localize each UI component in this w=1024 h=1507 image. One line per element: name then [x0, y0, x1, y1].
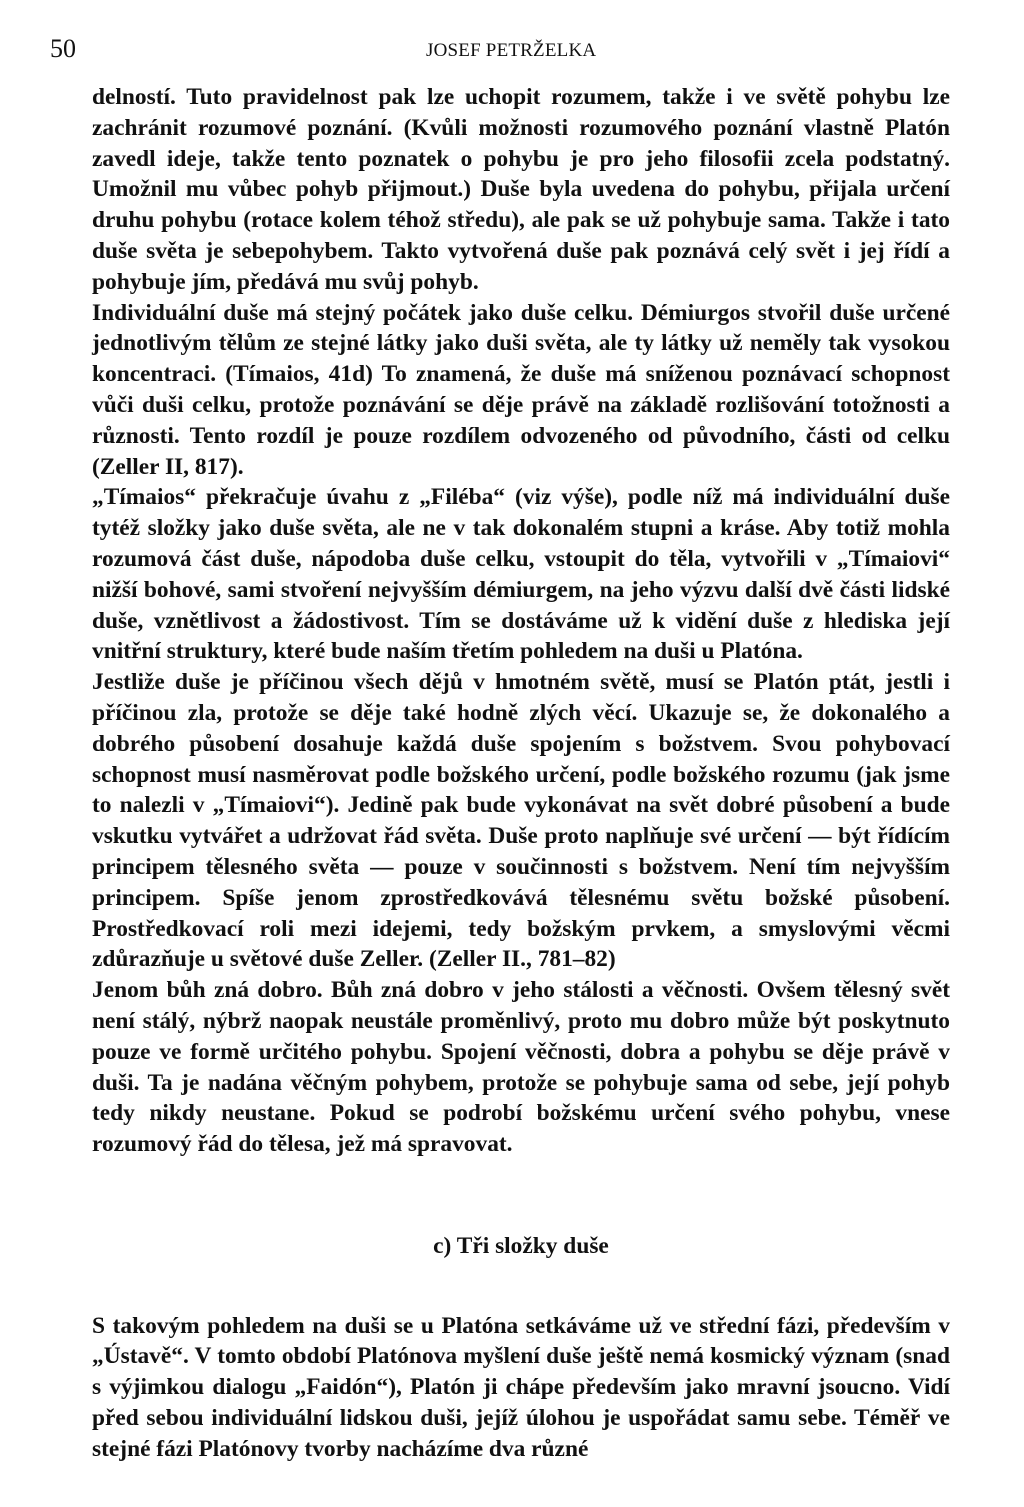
paragraph: delností. Tuto pravidelnost pak lze uchopit rozumem, takže i ve světě pohybu lze zachránit rozumové poznání. (Kvůli možnosti rozumového poznání vlastně Platón zavedl ideje, takže tento poznatek o pohybu je pro jeho filosofii zcela podstatný. Umožnil mu vůbec pohyb přijmout.) Duše byla uvedena do pohybu, přijala určení druhu pohybu (rotace kolem téhož středu), ale pak se už pohybuje sama. Takže i tato duše světa je sebepohybem. Takto vytvořená duše pak poznává celý svět i jej řídí a pohybuje jím, předává mu svůj pohyb.: [92, 84, 950, 295]
paragraph: Jestliže duše je příčinou všech dějů v hmotném světě, musí se Platón ptát, jestli i příčinou zla, protože se děje také hodně zlých věcí. Ukazuje se, že dokonalého a dobrého působení dosahuje každá duše spojením s božstvem. Svou pohybovací schopnost musí nasměrovat podle božského určení, podle božského rozumu (jak jsme to nalezli v „Tímaiovi“). Jedině pak bude vykonávat na svět dobré působení a bude vskutku vytvářet a udržovat řád světa. Duše proto naplňuje své určení — být řídícím principem tělesného světa — pouze v součinnosti s božstvem. Není tím nejvyšším principem. Spíše jenom zprostředkovává tělesnému světu božské působení. Prostředkovací roli mezi idejemi, tedy božským prvkem, a smyslovými věcmi zdůrazňuje u světové duše Zeller. (Zeller II., 781–82): [92, 669, 950, 973]
body-text: [92, 82, 950, 1465]
paragraph: „Tímaios“ překračuje úvahu z „Filéba“ (viz výše), podle níž má individuální duše tytéž složky jako duše světa, ale ne v tak dokonalém stupni a kráse. Aby totiž mohla rozumová část duše, nápodoba duše celku, vstoupit do těla, vytvořili v „Tímaiovi“ nižší bohové, sami stvoření nejvyšším démiurgem, na jeho výzvu další dvě části lidské duše, vznětlivost a žádostivost. Tím se dostáváme už k vidění duše z hlediska její vnitřní struktury, které bude naším třetím pohledem na duši u Platóna.: [92, 484, 950, 665]
running-head: JOSEF PETRŽELKA: [426, 40, 597, 61]
paragraph: Jenom bůh zná dobro. Bůh zná dobro v jeho stálosti a věčnosti. Ovšem tělesný svět není stálý, nýbrž naopak neustále proměnlivý, proto mu dobro může být poskytnuto pouze ve formě určitého pohybu. Spojení věčnosti, dobra a pohybu se děje právě v duši. Ta je nadána věčným pohybem, protože se pohybuje sama od sebe, její pohyb tedy nikdy neustane. Pokud se podrobí božskému určení svého pohybu, vnese rozumový řád do tělesa, jež má spravovat.: [92, 977, 950, 1158]
page-header: [50, 34, 950, 64]
page-number: 50: [50, 34, 76, 63]
section-heading: c) Tři složky duše: [433, 1232, 609, 1259]
paragraph: Individuální duše má stejný počátek jako duše celku. Démiurgos stvořil duše určené jednotlivým tělům ze stejné látky jako duši světa, ale ty látky už neměly tak vysokou koncentraci. (Tímaios, 41d) To znamená, že duše má sníženou poznávací schopnost vůči duši celku, protože poznávání se děje právě na základě rozlišování totožnosti a různosti. Tento rozdíl je pouze rozdílem odvozeného od původního, části od celku (Zeller II, 817).: [92, 299, 950, 480]
paragraph: S takovým pohledem na duši se u Platóna setkáváme už ve střední fázi, především v „Ústavě“. V tomto období Platónova myšlení duše ještě nemá kosmický význam (snad s výjimkou dialogu „Faidón“), Platón ji chápe především jako mravní jsoucno. Vidí před sebou individuální lidskou duši, jejíž úlohou je uspořádat samu sebe. Téměř ve stejné fázi Platónovy tvorby nacházíme dva různé: [92, 1312, 950, 1462]
